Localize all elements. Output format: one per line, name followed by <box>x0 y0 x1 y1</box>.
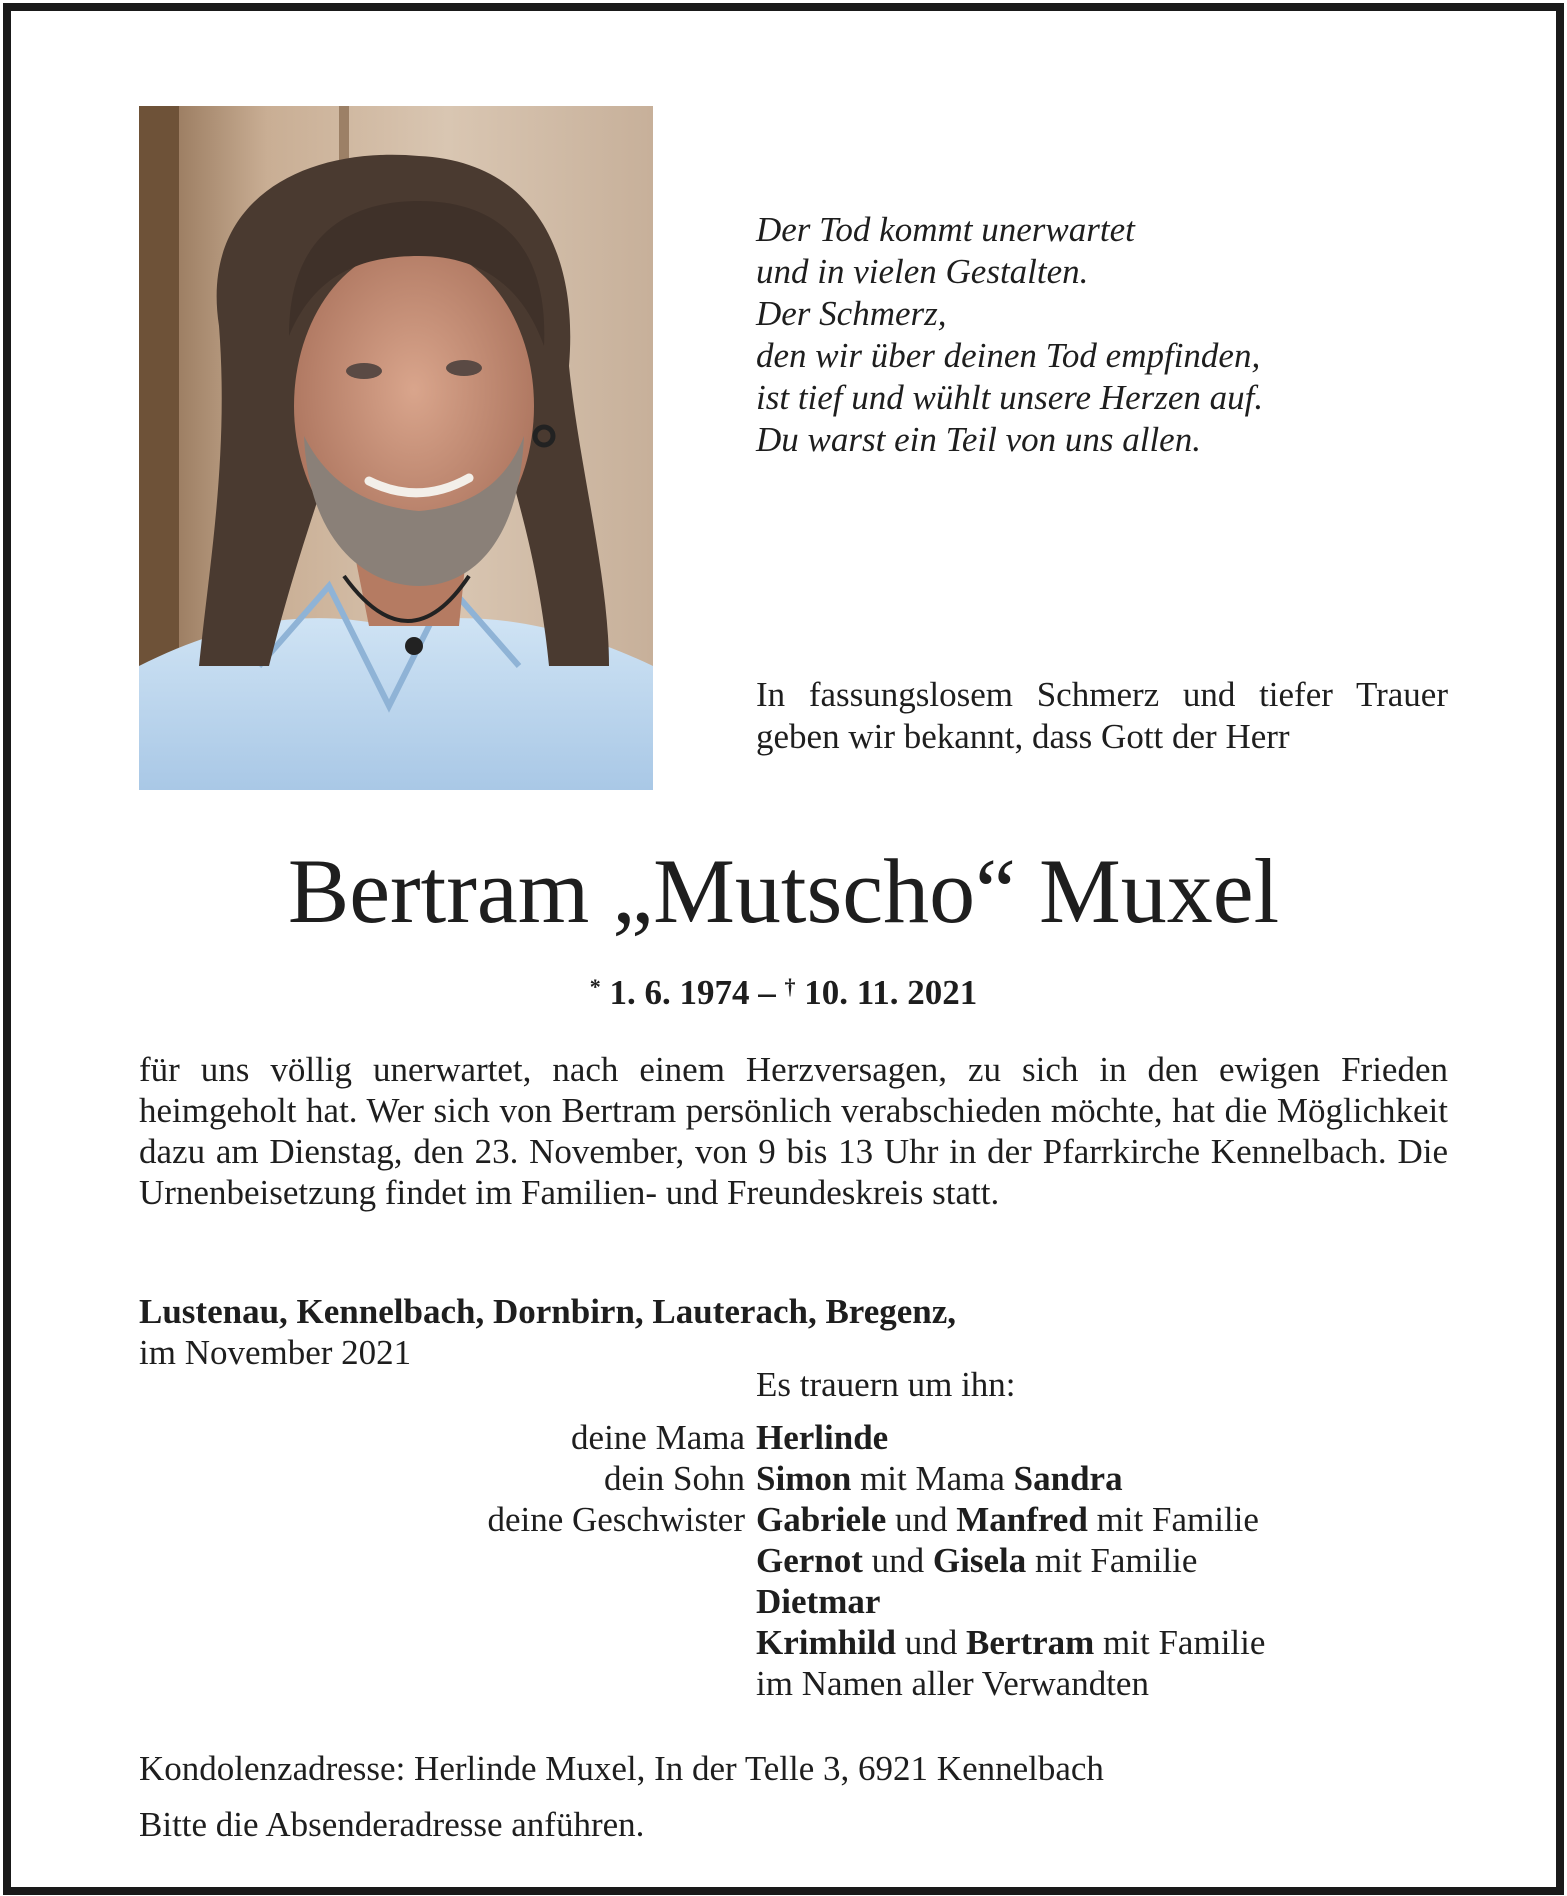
mourner-relations <box>139 1417 745 1540</box>
mourner-row <box>756 1458 1476 1499</box>
condolence-note: Bitte die Absenderadresse anführen. <box>139 1805 645 1844</box>
poem-line: den wir über deinen Tod empfinden, <box>756 336 1261 375</box>
mourner-row <box>756 1417 1476 1458</box>
birth-symbol: * <box>589 974 601 999</box>
mourners-title: Es trauern um ihn: <box>756 1365 1016 1404</box>
announcement-text: für uns völlig unerwartet, nach einem Herzversagen, zu sich in den ewigen Frieden heimgeholt hat. Wer sich von Bertram persönlich verabschieden möchte, hat die Möglichkeit dazu am Dienstag, den 23. November, von 9 bis 13 Uhr in der Pfarrkirche Kennelbach. Die Urnenbeisetzung findet im Familien- und Freundeskreis statt. <box>139 1050 1448 1212</box>
obituary-frame <box>3 3 1564 1895</box>
mourner-text: mit Familie <box>1087 1500 1259 1539</box>
mourner-text: und <box>896 1623 967 1662</box>
relation-label: deine Geschwister <box>487 1500 745 1539</box>
mourner-name: Gabriele <box>756 1500 887 1539</box>
mourner-name: Herlinde <box>756 1418 889 1457</box>
mourner-name: Krimhild <box>756 1623 897 1662</box>
relation-label: dein Sohn <box>604 1459 745 1498</box>
mourner-name: Dietmar <box>756 1582 881 1621</box>
mourner-row <box>756 1499 1476 1540</box>
mourner-name: Manfred <box>956 1500 1088 1539</box>
birth-date: 1. 6. 1974 <box>609 973 750 1012</box>
portrait-photo <box>139 106 653 790</box>
mourner-name: Gisela <box>932 1541 1027 1580</box>
portrait-icon <box>139 106 653 790</box>
mourner-text: und <box>862 1541 933 1580</box>
relation-label: deine Mama <box>571 1418 745 1457</box>
death-date: 10. 11. 2021 <box>804 973 978 1012</box>
deceased-name: Bertram „Mutscho“ Muxel <box>287 840 1280 942</box>
mourner-name: Sandra <box>1013 1459 1123 1498</box>
places-date: im November 2021 <box>139 1333 412 1372</box>
poem-line: Der Tod kommt unerwartet <box>756 210 1135 249</box>
mourner-row <box>756 1540 1476 1581</box>
poem <box>756 209 1476 461</box>
mourner-text: und <box>886 1500 957 1539</box>
poem-line: ist tief und wühlt unsere Herzen auf. <box>756 378 1264 417</box>
mourner-row <box>756 1663 1476 1704</box>
mourner-name: Bertram <box>966 1623 1095 1662</box>
mourner-text: mit Mama <box>851 1459 1014 1498</box>
life-dates <box>11 966 1556 1014</box>
condolence-block <box>139 1741 1439 1853</box>
mourner-text: mit Familie <box>1026 1541 1198 1580</box>
death-symbol: † <box>784 974 796 999</box>
condolence-address: Kondolenzadresse: Herlinde Muxel, In der Telle 3, 6921 Kennelbach <box>139 1749 1104 1788</box>
poem-line: Du warst ein Teil von uns allen. <box>756 420 1201 459</box>
date-separator: – <box>758 973 776 1012</box>
mourner-text: mit Familie <box>1094 1623 1266 1662</box>
poem-line: Der Schmerz, <box>756 294 947 333</box>
mourner-row <box>756 1581 1476 1622</box>
intro-text: In fassungslosem Schmerz und tiefer Trauer geben wir bekannt, dass Gott der Herr <box>756 675 1448 756</box>
mourner-text: im Namen aller Verwandten <box>756 1664 1149 1703</box>
poem-line: und in vielen Gestalten. <box>756 252 1089 291</box>
mourner-name: Simon <box>756 1459 852 1498</box>
places-block <box>139 1291 1239 1373</box>
mourner-name: Gernot <box>756 1541 863 1580</box>
mourner-row <box>756 1622 1476 1663</box>
places-towns: Lustenau, Kennelbach, Dornbirn, Lauterach, Bregenz, <box>139 1292 957 1331</box>
mourner-names <box>756 1417 1476 1704</box>
